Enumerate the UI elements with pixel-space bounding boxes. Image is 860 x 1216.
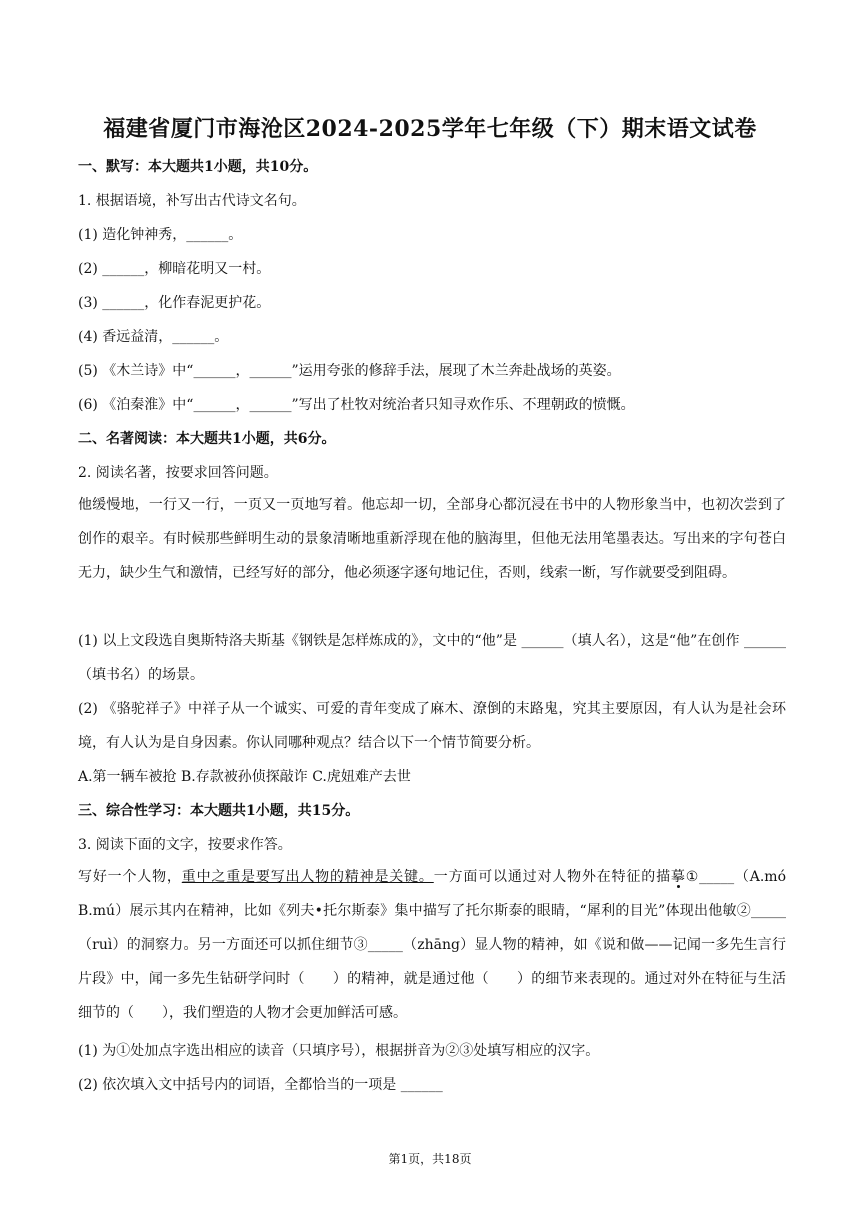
question-1-prompt: 1. 根据语境，补写出古代诗文名句。 <box>78 193 306 209</box>
page-footer: 第1页，共18页 <box>388 1152 472 1166</box>
passage-rest: ①_____（A.mó B.mú）展示其内在精神，比如《列夫•托尔斯泰》集中描写了托尔斯泰的眼睛，“犀利的目光”体现出他敏②_____（ruì）的洞察力。另一方面还可以抓住细节③_____（zhāng）显人物的精神，如《说和做——记闻一多先生言行片段》中，闻一多先生钻研学问时（ ）的精神，就是通过他（ ）的细节来表现的。通过对外在特征与生活细节的（ ），我们塑造的人物才会更加鲜活可感。 <box>78 869 787 1021</box>
section-1-heading: 一、默写：本大题共1小题，共10分。 <box>78 159 318 175</box>
section-3-heading: 三、综合性学习：本大题共1小题，共15分。 <box>78 803 360 819</box>
question-3-prompt: 3. 阅读下面的文字，按要求作答。 <box>78 837 292 853</box>
dotted-character: 摹 <box>670 869 686 885</box>
question-1-item: (6) 《泊秦淮》中“______，______”写出了杜牧对统治者只知寻欢作乐、不理朝政的愤慨。 <box>78 397 635 413</box>
question-1-item: (1) 造化钟神秀，______。 <box>78 227 243 243</box>
question-1-item: (2) ______，柳暗花明又一村。 <box>78 261 271 277</box>
question-2-sub-2: (2) 《骆驼祥子》中祥子从一个诚实、可爱的青年变成了麻木、潦倒的末路鬼，究其主要原因，有人认为是社会环境，有人认为是自身因素。你认同哪种观点？结合以下一个情节简要分析。 <box>78 701 786 751</box>
question-1-item: (4) 香远益清，______。 <box>78 329 229 345</box>
question-3-sub-1: (1) 为①处加点字选出相应的读音（只填序号），根据拼音为②③处填写相应的汉字。 <box>78 1043 600 1059</box>
question-3-passage <box>78 860 786 1030</box>
passage-start: 写好一个人物， <box>78 869 182 885</box>
reading-passage: 他缓慢地，一行又一行，一页又一页地写着。他忘却一切，全部身心都沉浸在书中的人物形象当中，也初次尝到了创作的艰辛。有时候那些鲜明生动的景象清晰地重新浮现在他的脑海里，但他无法用笔墨表达。写出来的字句苍白无力，缺少生气和激情，已经写好的部分，他必须逐字逐句地记住，否则，线索一断，写作就要受到阻碍。 <box>78 497 786 581</box>
question-3-sub-2: (2) 依次填入文中括号内的词语，全都恰当的一项是 ______ <box>78 1077 443 1093</box>
page-title: 福建省厦门市海沧区2024-2025学年七年级（下）期末语文试卷 <box>103 116 757 142</box>
passage-mid: 一方面可以通过对人物外在特征的描 <box>433 869 671 885</box>
question-2-options: A.第一辆车被抢 B.存款被孙侦探敲诈 C.虎妞难产去世 <box>78 769 411 785</box>
section-2-heading: 二、名著阅读：本大题共1小题，共6分。 <box>78 431 336 447</box>
question-2-sub-1: (1) 以上文段选自奥斯特洛夫斯基《钢铁是怎样炼成的》，文中的“他”是 ______（填人名），这是“他”在创作 ______（填书名）的场景。 <box>78 633 786 683</box>
question-1-item: (5) 《木兰诗》中“______，______”运用夸张的修辞手法，展现了木兰奔赴战场的英姿。 <box>78 363 621 379</box>
question-2-prompt: 2. 阅读名著，按要求回答问题。 <box>78 465 278 481</box>
underlined-sentence: 重中之重是要写出人物的精神是关键。 <box>181 869 434 885</box>
question-1-item: (3) ______，化作春泥更护花。 <box>78 295 271 311</box>
